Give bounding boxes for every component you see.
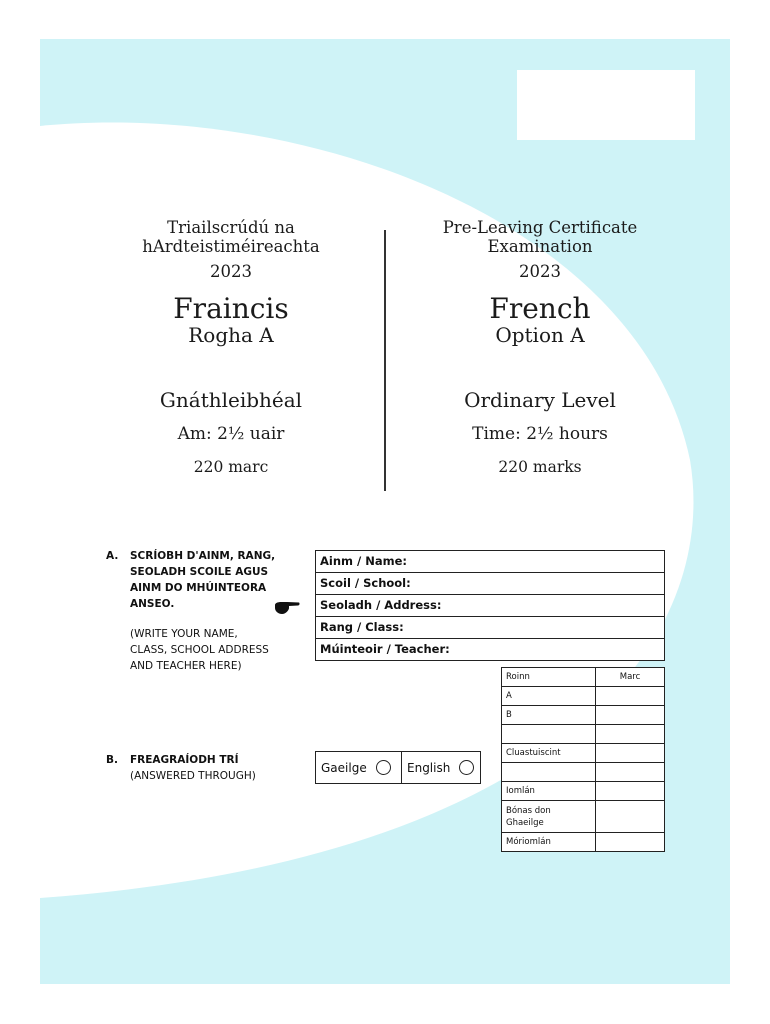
school-field[interactable]: Scoil / School: (316, 572, 664, 594)
name-field[interactable]: Ainm / Name: (320, 554, 407, 568)
language-selector (315, 751, 481, 784)
marks-header-section: Roinn (502, 668, 596, 687)
marks-row-label (502, 725, 596, 744)
marks-row-label: Cluastuiscint (502, 744, 596, 763)
section-a-english-line: CLASS, SCHOOL ADDRESS (130, 644, 269, 656)
marks-cell (596, 687, 665, 706)
section-b-letter: B. (106, 754, 118, 766)
irish-subject: Fraincis (173, 292, 289, 325)
english-option: Option A (495, 323, 585, 347)
irish-option: Rogha A (188, 323, 274, 347)
irish-title-line1: Triailscrúdú na (167, 218, 295, 237)
marks-row-label: B (502, 706, 596, 725)
english-level: Ordinary Level (464, 388, 616, 412)
irish-level: Gnáthleibhéal (159, 388, 303, 412)
section-b-instructions (106, 752, 306, 792)
marks-cell (596, 706, 665, 725)
english-radio[interactable] (459, 760, 474, 775)
marks-row-label: Iomlán (502, 782, 596, 801)
english-subject: French (489, 292, 591, 325)
marks-cell (596, 725, 665, 744)
section-b-irish: FREAGRAÍODH TRÍ (130, 754, 239, 766)
option-gaeilge-label: Gaeilge (321, 760, 367, 775)
marks-table (501, 667, 665, 852)
section-a-english-line: (WRITE YOUR NAME, (130, 628, 238, 640)
section-a-irish-line: SCRÍOBH D'AINM, RANG, (130, 550, 276, 562)
candidate-number-box (517, 70, 695, 140)
marks-cell (596, 782, 665, 801)
option-gaeilge[interactable] (316, 752, 402, 783)
marks-row-label (502, 763, 596, 782)
section-a-instructions (106, 548, 306, 688)
section-b-english: (ANSWERED THROUGH) (130, 770, 256, 782)
marks-header-marks: Marc (596, 668, 665, 687)
irish-time: Am: 2½ uair (177, 424, 285, 444)
option-english-label: English (407, 760, 451, 775)
marks-row-label: Bónas don Ghaeilge (502, 801, 596, 833)
section-a-letter: A. (106, 550, 119, 562)
english-title-line1: Pre-Leaving Certificate (442, 218, 638, 237)
marks-cell (596, 744, 665, 763)
teacher-field[interactable]: Múinteoir / Teacher: (316, 638, 664, 660)
section-a-irish-line: AINM DO MHÚINTEORA (130, 582, 267, 594)
marks-cell (596, 833, 665, 852)
class-field[interactable]: Rang / Class: (316, 616, 664, 638)
irish-title-line2: hArdteistiméireachta (142, 237, 320, 256)
pointing-hand-icon (274, 600, 300, 616)
marks-row-label: Móriomlán (502, 833, 596, 852)
english-time: Time: 2½ hours (472, 424, 608, 444)
irish-year: 2023 (210, 262, 252, 281)
student-details-form (315, 550, 665, 661)
irish-marks: 220 marc (193, 458, 269, 476)
english-marks: 220 marks (498, 458, 582, 476)
section-a-english-line: AND TEACHER HERE) (130, 660, 242, 672)
marks-cell (596, 763, 665, 782)
english-title-line2: Examination (487, 237, 593, 256)
gaeilge-radio[interactable] (376, 760, 391, 775)
address-field[interactable]: Seoladh / Address: (316, 594, 664, 616)
english-year: 2023 (519, 262, 561, 281)
marks-row-label: A (502, 687, 596, 706)
marks-cell (596, 801, 665, 833)
section-a-irish-line: SEOLADH SCOILE AGUS (130, 566, 269, 578)
option-english[interactable] (402, 752, 480, 783)
header-divider (384, 230, 386, 491)
section-a-irish-line: ANSEO. (130, 598, 175, 610)
